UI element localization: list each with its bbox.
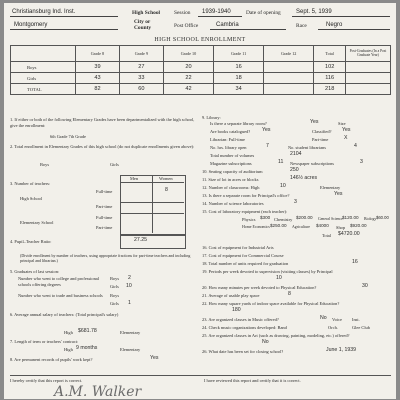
col-grade-9: Grade 9 xyxy=(119,46,163,62)
right-column xyxy=(202,115,392,375)
cell-total-8: 82 xyxy=(76,84,120,95)
q6-text: 6. Average annual salary of teachers: (Total principal's salary) xyxy=(10,312,119,317)
cell-boys-8: 39 xyxy=(76,62,120,73)
q23-text: 23. Are organized classes in Music offered? xyxy=(202,317,279,322)
records-value: Yes xyxy=(150,355,159,361)
race-underline xyxy=(318,29,390,30)
q5-girls-trade: 1 xyxy=(128,300,131,306)
date-value: Sept. 5, 1939 xyxy=(296,9,332,15)
county-underline xyxy=(10,29,118,30)
q5-trade-girls-label: Girls xyxy=(110,301,119,306)
teachers-grid-hline xyxy=(120,182,184,183)
certify-divider xyxy=(10,375,391,376)
ratio-value: 27.25 xyxy=(134,237,147,243)
q13-value: Yes xyxy=(334,191,343,197)
q12-value: 10 xyxy=(280,183,286,189)
school-report-form xyxy=(4,3,396,399)
race-label: Race xyxy=(296,23,307,29)
teachers-grid-hline xyxy=(120,202,184,203)
women-label: Women xyxy=(159,176,173,181)
date-label: Date of opening xyxy=(246,10,281,16)
glee-club-label: Glee Club xyxy=(352,325,370,330)
q9a-text: Is there a separate library room? xyxy=(210,121,267,126)
classified-value: Yes xyxy=(342,127,351,133)
q11-value: 146½ acres xyxy=(290,175,318,181)
q9c-text: Librarian: Full-time xyxy=(210,137,245,142)
q5-girls-label: Girls xyxy=(110,284,119,289)
q13-text: 13. Is there a separate room for Principal's office? xyxy=(202,193,290,198)
enrollment-corner xyxy=(11,46,76,62)
q9-text: 9. Library: xyxy=(202,115,221,120)
q9d-value: 7 xyxy=(266,143,269,149)
q5-text: 5. Graduates of last session: xyxy=(10,269,60,274)
col-post-graduates: Post-Graduates (In a Post Graduate Year) xyxy=(346,46,391,62)
q5-boys-label: Boys xyxy=(110,276,120,281)
post-office-value: Cambria xyxy=(216,22,239,28)
q21-value: 8 xyxy=(288,291,291,297)
q2-girls-label: Girls xyxy=(110,162,119,167)
q11-text: 11. Size of lot in acres or blocks xyxy=(202,177,259,182)
cell-boys-9: 27 xyxy=(119,62,163,73)
cell-total-12 xyxy=(264,84,314,95)
col-grade-11: Grade 11 xyxy=(214,46,264,62)
q1-text: 1. If either or both of the following Elementary Grades have been departmentalized with the high school, give the enrollment: xyxy=(10,117,195,128)
principal-signature: A.M. Walker xyxy=(54,384,142,399)
q18-value: 16 xyxy=(352,259,358,265)
cell-girls-11: 18 xyxy=(214,73,264,84)
teachers-grid xyxy=(120,175,186,235)
q1-sub: 6th Grade 7th Grade xyxy=(50,134,86,139)
table-row xyxy=(11,84,391,95)
q14-text: 14. Number of science laboratories xyxy=(202,201,264,206)
q9b-text: Are books catalogued? xyxy=(210,129,251,134)
teachers-grid-hline xyxy=(120,213,184,214)
cell-boys-12 xyxy=(264,62,314,73)
cell-boys-pg xyxy=(346,62,391,73)
hs-full-time-label: Full-time xyxy=(96,189,113,194)
part-time-value: X xyxy=(344,135,348,141)
row-label-girls: Girls xyxy=(11,73,76,84)
agriculture-value: $4000 xyxy=(316,223,329,228)
size-label: Size xyxy=(338,121,346,126)
q22-value: 180 xyxy=(232,307,241,313)
q19-text: 19. Periods per week devoted to supervision (visiting classes) by Principal xyxy=(202,269,333,274)
q2-boys-label: Boys xyxy=(40,162,50,167)
q24-text: 24. Check music organizations developed: Band xyxy=(202,325,287,330)
cell-total-10: 42 xyxy=(163,84,213,95)
q12-elementary-label: Elementary xyxy=(320,185,341,190)
q5-college-text: Number who went to college and professional schools offering degrees xyxy=(18,276,99,287)
q26-text: 26. What date has been set for closing school? xyxy=(202,349,284,354)
agriculture-label: Agriculture xyxy=(292,225,310,229)
post-office-underline xyxy=(210,29,286,30)
q23-value: No xyxy=(320,315,327,321)
table-row xyxy=(11,62,391,73)
newspaper-label: Newspaper subscriptions xyxy=(290,161,335,166)
race-value: Negro xyxy=(326,22,343,28)
col-total: Total xyxy=(314,46,346,62)
ratio-box xyxy=(120,235,186,249)
date-underline xyxy=(292,16,390,17)
q12-text: 12. Number of classrooms: High xyxy=(202,185,260,190)
hs-part-time-label: Part-time xyxy=(96,204,113,209)
cell-boys-total: 102 xyxy=(314,62,346,73)
cell-girls-12 xyxy=(264,73,314,84)
q6-elementary-label: Elementary xyxy=(120,330,141,335)
q9a-value: Yes xyxy=(310,119,319,125)
row-label-boys: Boys xyxy=(11,62,76,73)
post-office-label: Post Office xyxy=(174,23,199,29)
elem-part-time-label: Part-time xyxy=(96,225,113,230)
q4-text: 4. Pupil–Teacher Ratio: xyxy=(10,239,52,244)
q14-value: 3 xyxy=(294,199,297,205)
men-label: Men xyxy=(130,176,139,181)
part-time-label: Part-time xyxy=(312,137,329,142)
q19-value: 10 xyxy=(276,275,282,281)
teachers-high-school-label: High School xyxy=(20,196,43,201)
student-librarians-label: No. student librarians xyxy=(288,145,326,150)
instrumental-label: Inst. xyxy=(352,317,360,322)
q9b-value: Yes xyxy=(262,127,271,133)
voice-label: Voice xyxy=(332,317,342,322)
cell-total-pg xyxy=(346,84,391,95)
session-value: 1939-1940 xyxy=(202,9,231,15)
cell-girls-pg xyxy=(346,73,391,84)
cell-boys-11: 16 xyxy=(214,62,264,73)
table-row xyxy=(11,73,391,84)
q10-value: 250 xyxy=(290,167,299,173)
col-grade-8: Grade 8 xyxy=(76,46,120,62)
city-county-label: City or County xyxy=(134,19,152,31)
q3-text: 3. Number of teachers: xyxy=(10,181,51,186)
q17-text: 17. Cost of equipment for Commercial Course xyxy=(202,253,284,258)
county-value: Montgomery xyxy=(14,22,48,28)
q5-trade-boys-label: Boys xyxy=(110,293,120,298)
general-science-value: $120.00 xyxy=(342,215,359,220)
school-name: Christiansburg Ind. Inst. xyxy=(12,9,76,15)
q22-text: 22. How many square yards of indoor space available for Physical Education? xyxy=(202,301,340,306)
q5-trade-text: Number who went to trade and business schools xyxy=(18,293,103,298)
q5-girls-college: 10 xyxy=(126,283,132,289)
q21-text: 21. Average of usable play space xyxy=(202,293,260,298)
general-science-label: General Science xyxy=(318,217,343,221)
cell-boys-10: 20 xyxy=(163,62,213,73)
biology-label: Biology xyxy=(364,217,377,221)
total-label: Total xyxy=(322,233,331,238)
left-column xyxy=(10,117,196,367)
elem-full-time-label: Full-time xyxy=(96,215,113,220)
q9d-text: No. hrs. library open xyxy=(210,145,247,150)
row-label-total: TOTAL xyxy=(11,84,76,95)
q25-value: No xyxy=(262,339,269,345)
q25-text: 25. Are organized classes in Art (such as drawing, painting, modeling, etc.) offered? xyxy=(202,333,350,338)
cell-girls-total: 116 xyxy=(314,73,346,84)
q9f-value: 11 xyxy=(278,159,284,165)
teachers-elementary-label: Elementary School xyxy=(20,220,54,225)
hs-full-time-women: 8 xyxy=(165,187,168,193)
home-ec-value: $250.00 xyxy=(270,223,287,228)
term-value: 9 months xyxy=(76,345,98,351)
classified-label: Classified? xyxy=(312,129,332,134)
enrollment-header-row xyxy=(11,46,391,62)
q10-text: 10. Seating capacity of auditorium xyxy=(202,169,263,174)
session-label: Session xyxy=(174,10,191,16)
q9e-text: Total number of volumes xyxy=(210,153,255,158)
col-grade-12: Grade 12 xyxy=(264,46,314,62)
cell-girls-10: 22 xyxy=(163,73,213,84)
col-grade-10: Grade 10 xyxy=(163,46,213,62)
q15-text: 15. Cost of laboratory equipment (each teacher): xyxy=(202,209,288,214)
q4-note: (Divide enrollment by number of teachers, using appropriate fractions for part-time teachers and including principal and librarian.) xyxy=(20,253,191,263)
q20-text: 20. How many minutes per week devoted to Physical Education? xyxy=(202,285,317,290)
orchestra-label: Orch. xyxy=(328,325,338,330)
shop-label: Shop xyxy=(336,225,346,230)
q20-value: 30 xyxy=(362,283,368,289)
q7-elementary-label: Elementary xyxy=(120,347,141,352)
q6-high-label: High xyxy=(64,330,73,335)
newspaper-value: 3 xyxy=(360,159,363,165)
cell-girls-8: 43 xyxy=(76,73,120,84)
biology-value: $60.00 xyxy=(376,215,389,220)
q26-value: June 1, 1939 xyxy=(326,347,356,353)
session-underline xyxy=(198,16,242,17)
q8-text: 8. Are permanent records of pupils' work kept? xyxy=(10,357,93,362)
chemistry-label: Chemistry xyxy=(274,217,293,222)
cell-total-11: 34 xyxy=(214,84,264,95)
home-ec-label: Home Economics xyxy=(242,225,270,229)
physics-value: $300 xyxy=(260,215,271,220)
school-name-underline xyxy=(10,16,118,17)
q2-text: 2. Total enrollment in Elementary Grades of this high school (do not duplicate enrollments given above): xyxy=(10,144,195,149)
cell-total-total: 218 xyxy=(314,84,346,95)
q18-text: 18. Total number of units required for graduation xyxy=(202,261,289,266)
salary-value: $681.78 xyxy=(78,328,97,334)
teachers-grid-divider xyxy=(152,175,153,233)
shop-value: $920.00 xyxy=(350,223,367,228)
enrollment-table xyxy=(10,45,391,95)
right-certify: I have reviewed this report and certify that it is correct. xyxy=(204,378,301,383)
cell-total-9: 60 xyxy=(119,84,163,95)
q5-boys-college: 2 xyxy=(128,275,131,281)
q9e-value: 2104 xyxy=(290,151,302,157)
enrollment-title: HIGH SCHOOL ENROLLMENT xyxy=(154,37,246,43)
q9f-text: Magazine subscriptions xyxy=(210,161,252,166)
cell-girls-9: 33 xyxy=(119,73,163,84)
student-librarians-value: 4 xyxy=(354,143,357,149)
physics-label: Physics xyxy=(242,217,256,222)
chemistry-value: $200.00 xyxy=(296,215,313,220)
left-certify: I hereby certify that this report is correct. xyxy=(10,378,83,383)
total-value: $4720.00 xyxy=(338,231,360,237)
q7-text: 7. Length of term or teachers' contract: xyxy=(10,339,79,344)
q7-high-label: High xyxy=(64,347,73,352)
q16-text: 16. Cost of equipment for Industrial Arts xyxy=(202,245,274,250)
high-school-label: High School xyxy=(132,10,161,16)
